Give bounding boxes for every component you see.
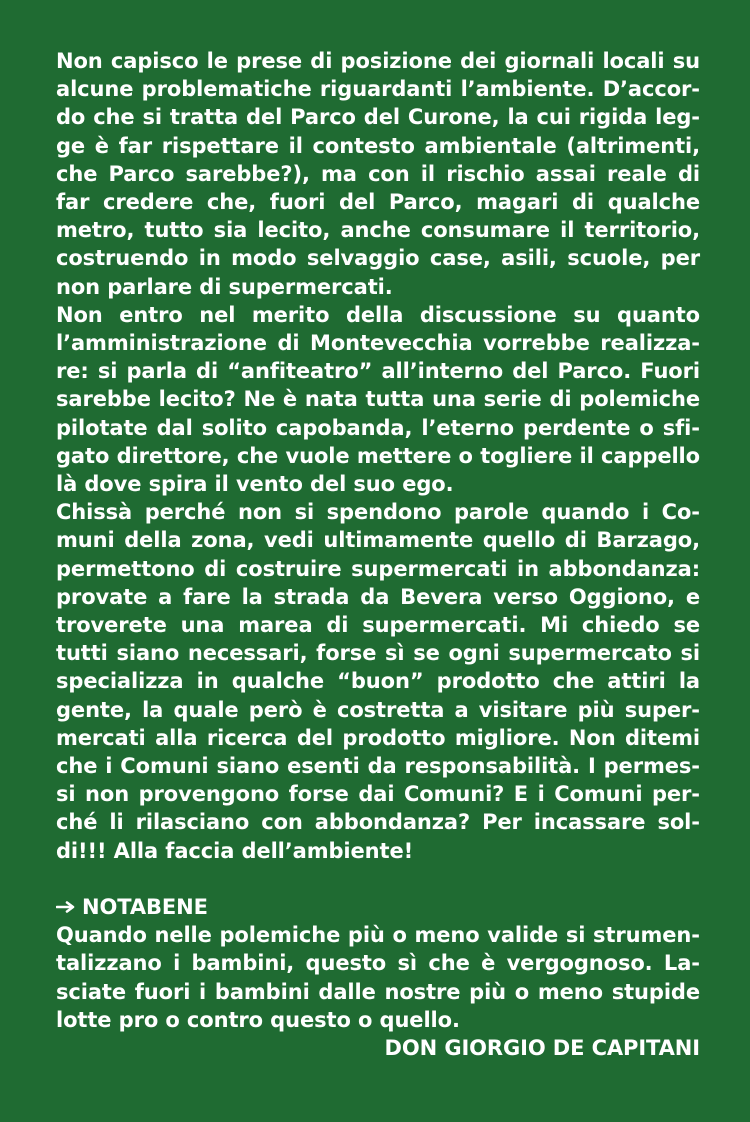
article-body — [56, 47, 700, 1062]
author-signature: DON GIORGIO DE CAPITANI — [384, 1035, 700, 1060]
paragraph-montevecchia: Non entro nel merito della discussione su quanto l’amministrazione di Montevecchia vorrebbe realizzare: si parla di “anfiteatro” all’interno del Parco. Fuori sarebbe lecito? Ne è nata tutta una serie di polemiche pilotate dal solito capobanda, l’eterno perdente o sfigato direttore, che vuole mettere o togliere il cappello là dove spira il vento del suo ego. — [56, 302, 700, 497]
paragraph-ambiente: Non capisco le prese di posizione dei giornali locali su alcune problematiche riguardanti l’ambiente. D’accordo che si tratta del Parco del Curone, la cui rigida legge è far rispettare il contesto ambientale (altrimenti, che Parco sarebbe?), ma con il rischio assai reale di far credere che, fuori del Parco, magari di qualche metro, tutto sia lecito, anche consumare il territorio, costruendo in modo selvaggio case, asili, scuole, per non parlare di supermercati. — [56, 49, 700, 299]
arrow-right-icon — [56, 900, 76, 914]
notabene-text: Quando nelle polemiche più o meno valide si strumentalizzano i bambini, questo sì che è vergognoso. Lasciate fuori i bambini dalle nostre più o meno stupide lotte pro o contro questo o quello. — [56, 923, 700, 1032]
notabene-heading-label: NOTABENE — [82, 894, 208, 919]
section-spacer — [56, 865, 700, 893]
notabene-heading — [56, 893, 700, 921]
paragraph-supermercati: Chissà perché non si spendono parole quando i Comuni della zona, vedi ultimamente quello di Barzago, permettono di costruire supermercati in abbondanza: provate a fare la strada da Bevera verso Oggiono, e troverete una marea di supermercati. Mi chiedo se tutti siano necessari, forse sì se ogni supermercato si specializza in qualche “buon” prodotto che attiri la gente, la quale però è costretta a visitare più supermercati alla ricerca del prodotto migliore. Non ditemi che i Comuni siano esenti da responsabilità. I permessi non provengono forse dai Comuni? E i Comuni perché li rilasciano con abbondanza? Per incassare soldi!!! Alla faccia dell’ambiente! — [56, 500, 700, 863]
